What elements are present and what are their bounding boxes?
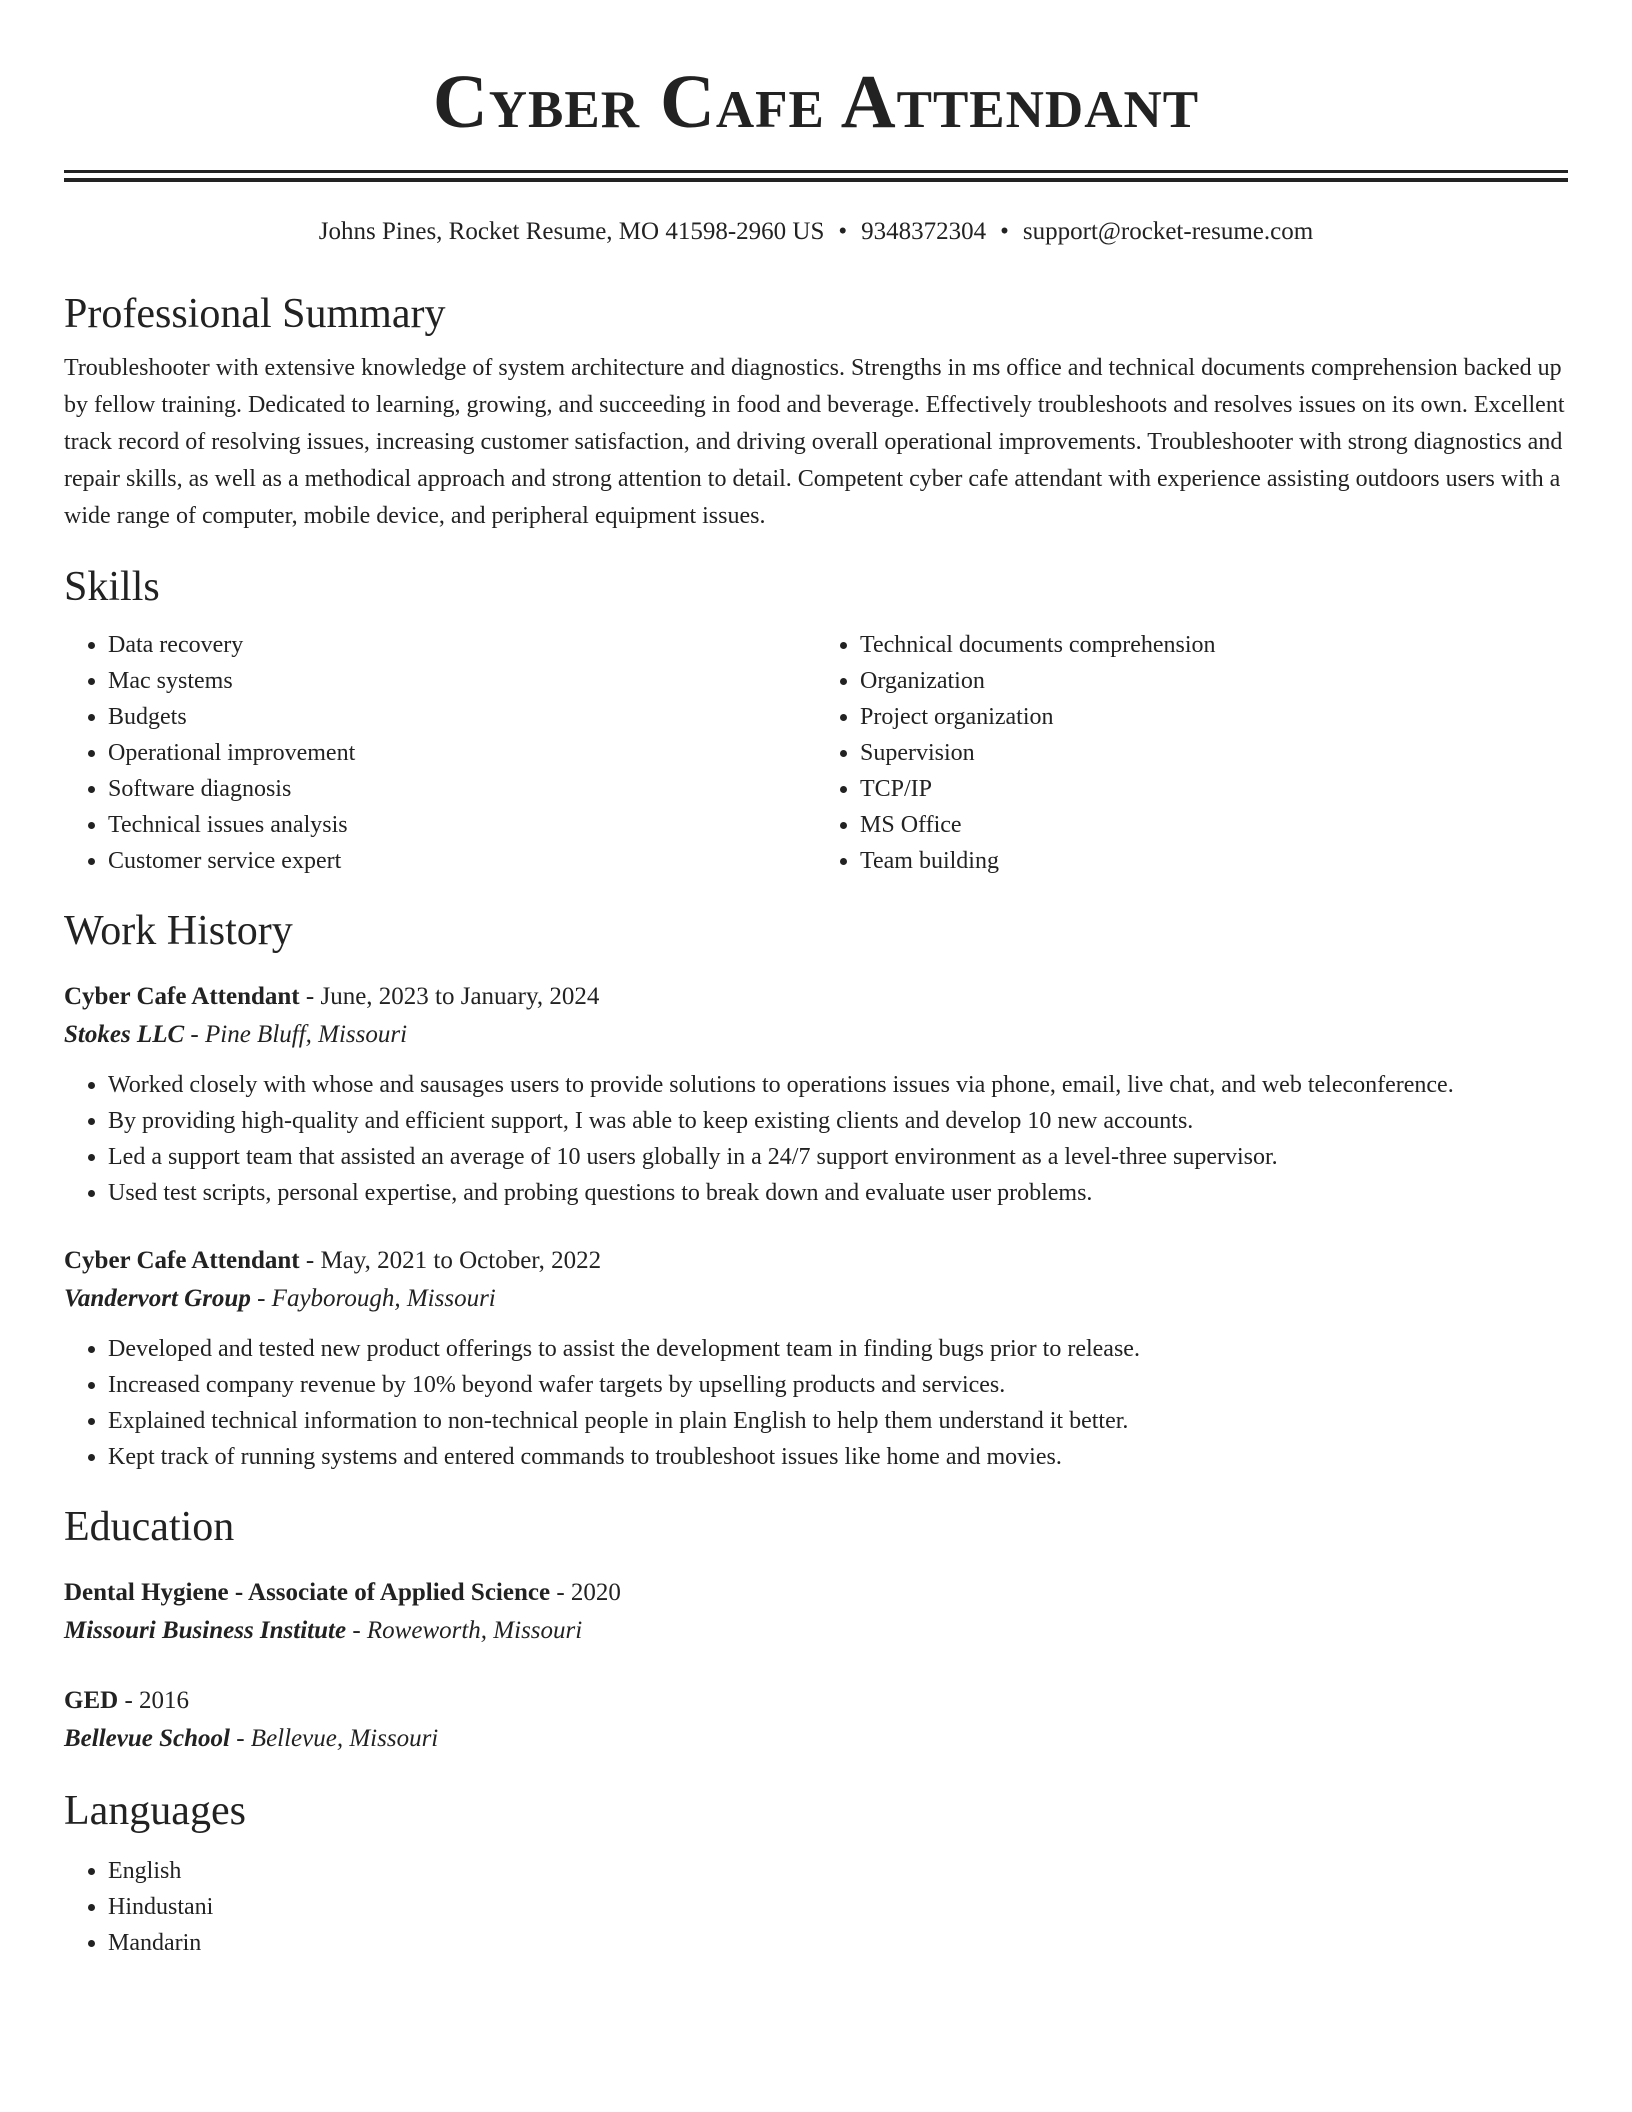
education-school-line	[64, 1719, 1568, 1759]
contact-address: Johns Pines, Rocket Resume, MO 41598-2960 US	[318, 218, 825, 245]
education-degree-line	[64, 1683, 1568, 1719]
skill-item: • Operational improvement	[108, 735, 816, 771]
languages-section	[64, 1785, 1568, 1961]
job-bullet: • Kept track of running systems and entered commands to troubleshoot issues like home and movies.	[108, 1439, 1568, 1475]
languages-heading: Languages	[64, 1788, 246, 1834]
skills-list-left	[64, 627, 816, 879]
job-dates: - May, 2021 to October, 2022	[299, 1247, 602, 1274]
languages-list	[64, 1853, 1568, 1961]
job-location: - Pine Bluff, Missouri	[184, 1021, 408, 1048]
summary-text: Troubleshooter with extensive knowledge of system architecture and diagnostics. Strengths in ms office and technical documents comprehension backed up by fellow training. Dedicated to learning, growing, and succeeding in food and beverage. Effectively troubleshoots and resolves issues on its own. Excellent track record of resolving issues, increasing customer satisfaction, and driving overall operational improvements. Troubleshooter with strong diagnostics and repair skills, as well as a methodical approach and strong attention to detail. Competent cyber cafe attendant with experience assisting outdoors users with a wide range of computer, mobile device, and peripheral equipment issues.	[64, 355, 1565, 529]
summary-heading: Professional Summary	[64, 291, 446, 337]
skill-item: • TCP/IP	[860, 771, 1568, 807]
skill-item: • Project organization	[860, 699, 1568, 735]
skill-item: • Budgets	[108, 699, 816, 735]
job-heading	[64, 979, 1568, 1015]
job-bullet-list	[64, 1331, 1568, 1475]
resume-title: Cyber Cafe Attendant	[432, 60, 1200, 144]
contact-line	[64, 216, 1568, 248]
job-employer	[64, 1015, 1568, 1055]
language-item: • English	[108, 1853, 1568, 1889]
title-divider	[64, 170, 1568, 182]
education-school-line	[64, 1611, 1568, 1651]
skill-item: • Software diagnosis	[108, 771, 816, 807]
job-bullet: • Used test scripts, personal expertise, and probing questions to break down and evaluate user problems.	[108, 1175, 1568, 1211]
education-section	[64, 1501, 1568, 1759]
skill-item: • Customer service expert	[108, 843, 816, 879]
contact-separator: •	[838, 218, 848, 245]
job-company: Stokes LLC	[64, 1021, 185, 1048]
skills-list-right	[816, 627, 1568, 879]
skill-item: • Team building	[860, 843, 1568, 879]
skills-heading: Skills	[64, 564, 160, 610]
job-employer	[64, 1279, 1568, 1319]
education-degree-line	[64, 1575, 1568, 1611]
education-school: Missouri Business Institute	[64, 1617, 347, 1644]
job-bullet: • Led a support team that assisted an average of 10 users globally in a 24/7 support environment as a level-three supervisor.	[108, 1139, 1568, 1175]
education-year: - 2020	[550, 1579, 621, 1606]
skill-item: • MS Office	[860, 807, 1568, 843]
education-school: Bellevue School	[64, 1725, 230, 1752]
skill-item: • Organization	[860, 663, 1568, 699]
language-item: • Mandarin	[108, 1925, 1568, 1961]
work-history-section	[64, 905, 1568, 1475]
education-degree: Dental Hygiene - Associate of Applied Science	[64, 1579, 551, 1606]
education-year: - 2016	[118, 1687, 190, 1714]
contact-phone: 9348372304	[861, 218, 987, 245]
skill-item: • Technical documents comprehension	[860, 627, 1568, 663]
job-bullet: • Increased company revenue by 10% beyond wafer targets by upselling products and services.	[108, 1367, 1568, 1403]
skills-section	[64, 561, 1568, 879]
job-role: Cyber Cafe Attendant	[64, 983, 300, 1010]
job-location: - Fayborough, Missouri	[250, 1285, 496, 1312]
skill-item: • Mac systems	[108, 663, 816, 699]
job-bullet: • Worked closely with whose and sausages users to provide solutions to operations issues via phone, email, live chat, and web teleconference.	[108, 1067, 1568, 1103]
job-heading	[64, 1243, 1568, 1279]
job-bullet: • Developed and tested new product offerings to assist the development team in finding bugs prior to release.	[108, 1331, 1568, 1367]
job-bullet-list	[64, 1067, 1568, 1211]
work-history-heading: Work History	[64, 908, 293, 954]
education-degree: GED	[64, 1687, 119, 1714]
skill-item: • Supervision	[860, 735, 1568, 771]
job-bullet: • Explained technical information to non-technical people in plain English to help them understand it better.	[108, 1403, 1568, 1439]
job-company: Vandervort Group	[64, 1285, 251, 1312]
contact-email: support@rocket-resume.com	[1022, 218, 1314, 245]
job-role: Cyber Cafe Attendant	[64, 1247, 300, 1274]
skill-item: • Data recovery	[108, 627, 816, 663]
skill-item: • Technical issues analysis	[108, 807, 816, 843]
summary-section	[64, 288, 1568, 535]
contact-separator: •	[1000, 218, 1009, 245]
education-location: - Roweworth, Missouri	[346, 1617, 583, 1644]
job-bullet: • By providing high-quality and efficient support, I was able to keep existing clients and develop 10 new accounts.	[108, 1103, 1568, 1139]
skills-columns	[64, 627, 1568, 879]
education-location: - Bellevue, Missouri	[229, 1725, 439, 1752]
education-heading: Education	[64, 1504, 235, 1550]
language-item: • Hindustani	[108, 1889, 1568, 1925]
job-dates: - June, 2023 to January, 2024	[299, 983, 600, 1010]
